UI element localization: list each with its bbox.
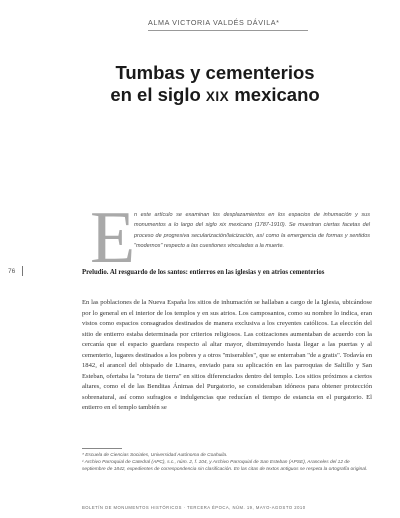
page-number-rule: [22, 266, 23, 276]
title-line-2-pre: en el siglo: [110, 84, 206, 105]
title-line-1: Tumbas y cementerios: [115, 62, 315, 83]
page-footer: BOLETÍN DE MONUMENTOS HISTÓRICOS · TERCERA ÉPOCA, NÚM. 19, MAYO-AGOSTO 2010: [82, 505, 306, 510]
title-line-2-post: mexicano: [229, 84, 320, 105]
body-paragraph: En las poblaciones de la Nueva España los sitios de inhumación se hallaban a cargo de la Iglesia, ubicándose por lo general en el interior de los templos y en sus atrios. Los camposantos, como su nombre lo indica, eran vistos como espacios consagrados destinados de manera exclusiva a los creyentes católicos. La elección del sitio de entierro estaba determinada por criterios religiosos. Las cotizaciones aumentaban de acuerdo con la cercanía que el espacio guardara respecto al altar mayor, disminuyendo hasta llegar a las puertas y al cementerio, lugares destinados a los pobres y a otros "miserables", que se enterraban "de a gratis". Todavía en 1842, el arancel del obispado de Linares, enviado para su aplicación en las parroquias de Saltillo y San Esteban, ofertaba la "rotura de tierra" en sitios diferenciados dentro del templo. Los sitios próximos a ciertos altares, como el de las Benditas Ánimas del Purgatorio, se consideraban idóneos para obtener protección sobrenatural, así como sufragios e indulgencias que reducían el tiempo de estancia en el purgatorio. El entierro en el templo también se: [82, 299, 372, 411]
author-name: ALMA VICTORIA VALDÉS DÁVILA*: [148, 18, 280, 27]
page-number: 76: [8, 268, 16, 275]
footnote-1: ¹ Archivo Parroquial de Catedral (APC), s.c., núm. 2, f. 104, y Archivo Parroquial de San Esteban (APSE), Aranceles del 12 de septiembre de 1842, expedientes de correspondencia sin clasificación. En las citas de textos antiguos se respeta la ortografía original.: [82, 460, 368, 472]
footnote-author: * Escuela de Ciencias Sociales, Universidad Autónoma de Coahuila.: [82, 453, 228, 458]
drop-cap: E: [90, 197, 136, 279]
title-century: XIX: [205, 89, 230, 104]
article-title: [100, 62, 330, 108]
body-text: [82, 298, 372, 414]
footnote-rule: [82, 448, 122, 449]
author-rule: [148, 30, 308, 31]
footnotes: [82, 452, 372, 473]
title-line-2: [100, 84, 330, 108]
abstract: n este artículo se examinan los desplazamientos en los espacios de inhumación y sus monumentos a lo largo del siglo xix mexicano (1787-1910). Se muestran ciertas facetas del proceso de progresiva secularización/laicización, así como la emergencia de formas y sentidos "modernos" respecto a las cuestiones vinculadas a la muerte.: [134, 212, 370, 250]
section-heading: [82, 268, 372, 278]
section-heading-text: Preludio. Al resguardo de los santos: entierros en las iglesias y en atrios cementerios: [82, 269, 325, 276]
